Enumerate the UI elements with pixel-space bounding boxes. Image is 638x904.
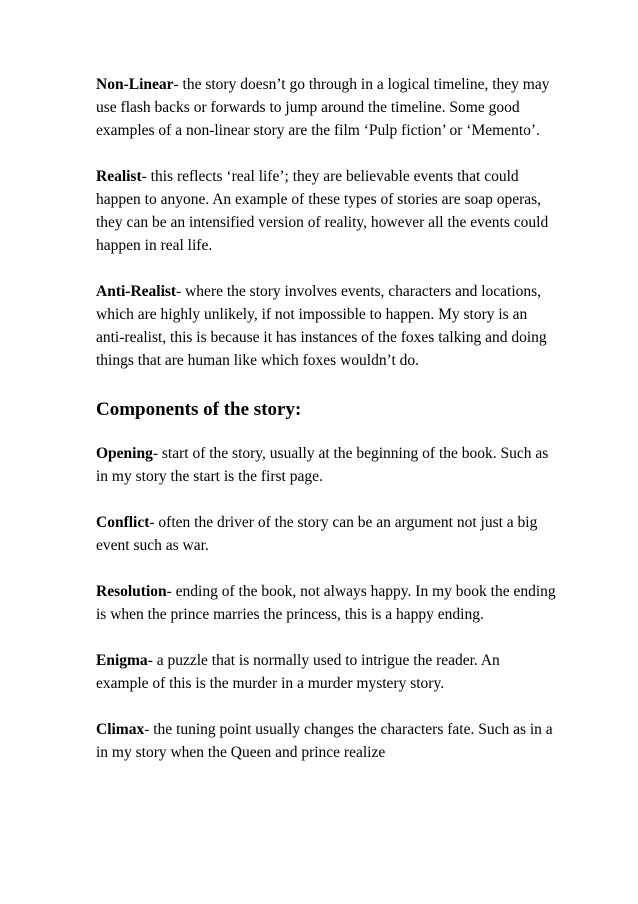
term-definition: - often the driver of the story can be an argument not just a big event such as war. (96, 514, 538, 554)
term-definition: - start of the story, usually at the beginning of the book. Such as in my story the start is the first page. (96, 445, 549, 485)
entry-non-linear (96, 73, 556, 142)
term-definition: - the tuning point usually changes the characters fate. Such as in a in my story when the Queen and prince realize (96, 721, 553, 761)
document-page (96, 73, 556, 787)
term-label: Climax (96, 721, 145, 738)
term-label: Realist (96, 168, 142, 185)
entry-enigma (96, 649, 556, 695)
term-definition: - where the story involves events, characters and locations, which are highly unlikely, if not impossible to happen. My story is an anti-realist, this is because it has instances of the foxes talking and doing things that are human like which foxes wouldn’t do. (96, 283, 547, 369)
term-definition: - a puzzle that is normally used to intrigue the reader. An example of this is the murder in a murder mystery story. (96, 652, 500, 692)
entry-climax (96, 718, 556, 764)
entry-realist (96, 165, 556, 257)
entry-conflict (96, 511, 556, 557)
term-label: Anti-Realist (96, 283, 177, 300)
term-definition: - ending of the book, not always happy. In my book the ending is when the prince marries the princess, this is a happy ending. (96, 583, 556, 623)
entry-opening (96, 442, 556, 488)
term-definition: - the story doesn’t go through in a logical timeline, they may use flash backs or forwards to jump around the timeline. Some good examples of a non-linear story are the film ‘Pulp fiction’ or ‘Memento’. (96, 76, 550, 139)
entry-resolution (96, 580, 556, 626)
term-label: Resolution (96, 583, 167, 600)
section-heading: Components of the story: (96, 399, 302, 420)
term-definition: - this reflects ‘real life’; they are believable events that could happen to anyone. An example of these types of stories are soap operas, they can be an intensified version of reality, however all the events could happen in real life. (96, 168, 549, 254)
term-label: Opening (96, 445, 153, 462)
term-label: Conflict (96, 514, 150, 531)
entry-anti-realist (96, 280, 556, 372)
term-label: Enigma (96, 652, 148, 669)
term-label: Non-Linear (96, 76, 174, 93)
